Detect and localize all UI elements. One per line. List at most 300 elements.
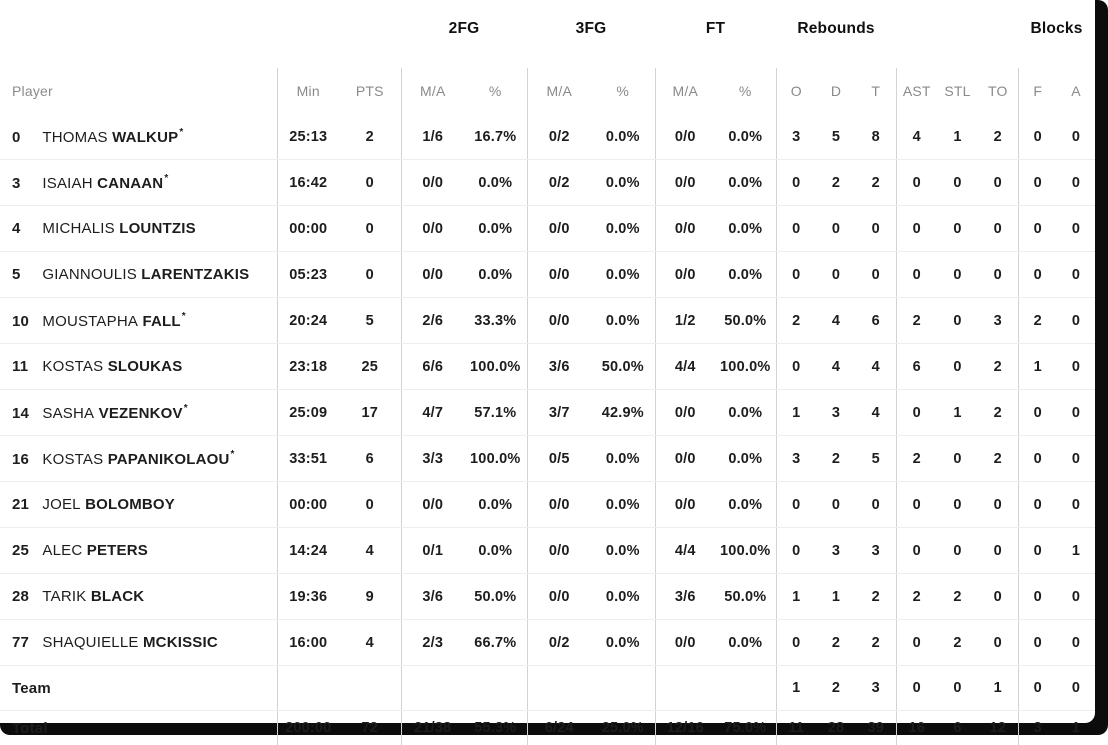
player-name-cell	[0, 620, 277, 666]
reb-d-cell: 5	[816, 114, 856, 160]
player-first-name: ISAIAH	[42, 175, 92, 192]
starter-star: *	[182, 311, 186, 322]
reb-t-cell: 2	[856, 160, 896, 206]
column-header-to: TO	[978, 68, 1018, 114]
player-row	[0, 390, 1095, 436]
player-row	[0, 528, 1095, 574]
team-blk-f-cell: 0	[1018, 666, 1057, 711]
2fg-ma-cell: 0/0	[401, 482, 464, 528]
column-header-3fg-pct: %	[591, 68, 655, 114]
ast-cell: 4	[896, 114, 937, 160]
jersey-number: 16	[12, 451, 38, 468]
ft-pct-cell: 100.0%	[715, 344, 776, 390]
ft-pct-cell: 50.0%	[715, 298, 776, 344]
ast-cell: 0	[896, 160, 937, 206]
reb-d-cell: 4	[816, 344, 856, 390]
player-first-name: KOSTAS	[42, 451, 103, 468]
ast-cell: 2	[896, 574, 937, 620]
team-to-cell: 1	[978, 666, 1018, 711]
total-pts-cell: 72	[339, 711, 401, 745]
group-header-2fg: 2FG	[401, 0, 527, 68]
3fg-ma-cell: 0/2	[527, 114, 591, 160]
group-header-row	[0, 0, 1095, 68]
column-header-pts: PTS	[339, 68, 401, 114]
min-cell: 00:00	[277, 206, 339, 252]
group-header-3fg: 3FG	[527, 0, 655, 68]
stl-cell: 0	[937, 344, 978, 390]
player-row	[0, 160, 1095, 206]
player-last-name: FALL	[142, 313, 180, 330]
stl-cell: 2	[937, 620, 978, 666]
blk-a-cell: 0	[1057, 390, 1095, 436]
column-header-reb-d: D	[816, 68, 856, 114]
jersey-number: 77	[12, 634, 38, 651]
reb-o-cell: 3	[776, 114, 816, 160]
team-reb-d-cell: 2	[816, 666, 856, 711]
stl-cell: 1	[937, 390, 978, 436]
ast-cell: 0	[896, 390, 937, 436]
player-first-name: MOUSTAPHA	[42, 313, 138, 330]
column-header-reb-o: O	[776, 68, 816, 114]
jersey-number: 5	[12, 266, 38, 283]
player-row	[0, 252, 1095, 298]
player-rows	[0, 114, 1095, 666]
total-reb-d-cell: 28	[816, 711, 856, 745]
reb-o-cell: 0	[776, 528, 816, 574]
blk-a-cell: 0	[1057, 574, 1095, 620]
2fg-pct-cell: 0.0%	[464, 160, 527, 206]
ft-pct-cell: 50.0%	[715, 574, 776, 620]
3fg-ma-cell: 0/0	[527, 528, 591, 574]
reb-o-cell: 0	[776, 252, 816, 298]
team-ft-ma-cell	[655, 666, 715, 711]
reb-o-cell: 0	[776, 160, 816, 206]
team-reb-t-cell: 3	[856, 666, 896, 711]
ft-pct-cell: 0.0%	[715, 114, 776, 160]
team-pts-cell	[339, 666, 401, 711]
3fg-ma-cell: 0/0	[527, 298, 591, 344]
reb-o-cell: 3	[776, 436, 816, 482]
to-cell: 0	[978, 160, 1018, 206]
reb-o-cell: 2	[776, 298, 816, 344]
2fg-pct-cell: 66.7%	[464, 620, 527, 666]
player-row	[0, 436, 1095, 482]
reb-d-cell: 3	[816, 390, 856, 436]
player-last-name: CANAAN	[97, 175, 163, 192]
column-header-player: Player	[0, 68, 277, 114]
3fg-pct-cell: 0.0%	[591, 482, 655, 528]
pts-cell: 0	[339, 206, 401, 252]
min-cell: 16:42	[277, 160, 339, 206]
team-2fg-pct-cell	[464, 666, 527, 711]
blk-a-cell: 0	[1057, 252, 1095, 298]
reb-o-cell: 1	[776, 574, 816, 620]
total-3fg-pct-cell: 25.0%	[591, 711, 655, 745]
3fg-pct-cell: 0.0%	[591, 528, 655, 574]
2fg-ma-cell: 2/6	[401, 298, 464, 344]
player-name-cell	[0, 528, 277, 574]
total-blk-f-cell: 3	[1018, 711, 1057, 745]
reb-t-cell: 2	[856, 620, 896, 666]
player-first-name: SHAQUIELLE	[42, 634, 138, 651]
player-row	[0, 344, 1095, 390]
total-blk-a-cell: 1	[1057, 711, 1095, 745]
jersey-number: 25	[12, 542, 38, 559]
blk-a-cell: 0	[1057, 482, 1095, 528]
player-name-cell	[0, 390, 277, 436]
player-name-cell	[0, 344, 277, 390]
player-last-name: LOUNTZIS	[119, 220, 196, 237]
total-2fg-pct-cell: 55.3%	[464, 711, 527, 745]
column-header-2fg-pct: %	[464, 68, 527, 114]
ft-ma-cell: 0/0	[655, 252, 715, 298]
jersey-number: 10	[12, 313, 38, 330]
reb-d-cell: 3	[816, 528, 856, 574]
blk-f-cell: 0	[1018, 482, 1057, 528]
pts-cell: 2	[339, 114, 401, 160]
player-first-name: ALEC	[42, 542, 82, 559]
min-cell: 25:09	[277, 390, 339, 436]
total-2fg-ma-cell: 21/38	[401, 711, 464, 745]
ft-ma-cell: 0/0	[655, 206, 715, 252]
blk-f-cell: 0	[1018, 252, 1057, 298]
reb-d-cell: 0	[816, 252, 856, 298]
jersey-number: 3	[12, 175, 38, 192]
2fg-ma-cell: 6/6	[401, 344, 464, 390]
3fg-pct-cell: 0.0%	[591, 206, 655, 252]
player-row	[0, 574, 1095, 620]
3fg-ma-cell: 3/7	[527, 390, 591, 436]
player-first-name: THOMAS	[42, 129, 107, 146]
total-stl-cell: 6	[937, 711, 978, 745]
2fg-pct-cell: 16.7%	[464, 114, 527, 160]
3fg-pct-cell: 0.0%	[591, 160, 655, 206]
reb-o-cell: 0	[776, 344, 816, 390]
player-row	[0, 298, 1095, 344]
column-header-blk-f: F	[1018, 68, 1057, 114]
column-header-ft-pct: %	[715, 68, 776, 114]
min-cell: 16:00	[277, 620, 339, 666]
pts-cell: 17	[339, 390, 401, 436]
blk-a-cell: 1	[1057, 528, 1095, 574]
team-ft-pct-cell	[715, 666, 776, 711]
ft-pct-cell: 0.0%	[715, 252, 776, 298]
reb-o-cell: 0	[776, 206, 816, 252]
stl-cell: 2	[937, 574, 978, 620]
stl-cell: 0	[937, 298, 978, 344]
player-row	[0, 482, 1095, 528]
team-3fg-ma-cell	[527, 666, 591, 711]
2fg-ma-cell: 1/6	[401, 114, 464, 160]
column-header-row	[0, 68, 1095, 114]
player-last-name: LARENTZAKIS	[141, 266, 249, 283]
ft-ma-cell: 0/0	[655, 620, 715, 666]
ft-ma-cell: 4/4	[655, 528, 715, 574]
total-reb-t-cell: 39	[856, 711, 896, 745]
blk-a-cell: 0	[1057, 114, 1095, 160]
ft-pct-cell: 0.0%	[715, 436, 776, 482]
player-last-name: SLOUKAS	[108, 358, 183, 375]
3fg-ma-cell: 0/2	[527, 620, 591, 666]
player-row	[0, 206, 1095, 252]
starter-star: *	[164, 173, 168, 184]
reb-t-cell: 6	[856, 298, 896, 344]
player-last-name: BLACK	[91, 588, 145, 605]
pts-cell: 0	[339, 160, 401, 206]
2fg-ma-cell: 4/7	[401, 390, 464, 436]
2fg-pct-cell: 0.0%	[464, 252, 527, 298]
reb-t-cell: 0	[856, 206, 896, 252]
to-cell: 2	[978, 436, 1018, 482]
min-cell: 33:51	[277, 436, 339, 482]
total-min-cell: 200:00	[277, 711, 339, 745]
3fg-pct-cell: 0.0%	[591, 252, 655, 298]
min-cell: 00:00	[277, 482, 339, 528]
2fg-pct-cell: 50.0%	[464, 574, 527, 620]
reb-d-cell: 0	[816, 482, 856, 528]
reb-d-cell: 0	[816, 206, 856, 252]
stl-cell: 0	[937, 206, 978, 252]
3fg-pct-cell: 42.9%	[591, 390, 655, 436]
blk-f-cell: 0	[1018, 528, 1057, 574]
total-3fg-ma-cell: 6/24	[527, 711, 591, 745]
reb-t-cell: 3	[856, 528, 896, 574]
reb-d-cell: 2	[816, 160, 856, 206]
ast-cell: 0	[896, 528, 937, 574]
player-name-cell	[0, 482, 277, 528]
reb-d-cell: 4	[816, 298, 856, 344]
to-cell: 0	[978, 528, 1018, 574]
3fg-pct-cell: 0.0%	[591, 436, 655, 482]
blk-f-cell: 0	[1018, 436, 1057, 482]
team-blk-a-cell: 0	[1057, 666, 1095, 711]
team-row-label: Team	[12, 680, 51, 697]
stl-cell: 1	[937, 114, 978, 160]
reb-d-cell: 1	[816, 574, 856, 620]
ft-ma-cell: 4/4	[655, 344, 715, 390]
column-header-ft-ma: M/A	[655, 68, 715, 114]
2fg-pct-cell: 100.0%	[464, 344, 527, 390]
blk-f-cell: 1	[1018, 344, 1057, 390]
reb-t-cell: 8	[856, 114, 896, 160]
team-reb-o-cell: 1	[776, 666, 816, 711]
2fg-ma-cell: 3/6	[401, 574, 464, 620]
to-cell: 0	[978, 482, 1018, 528]
pts-cell: 5	[339, 298, 401, 344]
pts-cell: 6	[339, 436, 401, 482]
ft-ma-cell: 1/2	[655, 298, 715, 344]
ft-pct-cell: 0.0%	[715, 620, 776, 666]
column-header-2fg-ma: M/A	[401, 68, 464, 114]
blk-a-cell: 0	[1057, 436, 1095, 482]
3fg-pct-cell: 0.0%	[591, 574, 655, 620]
pts-cell: 4	[339, 528, 401, 574]
jersey-number: 21	[12, 496, 38, 513]
player-first-name: TARIK	[42, 588, 86, 605]
2fg-ma-cell: 2/3	[401, 620, 464, 666]
blk-f-cell: 0	[1018, 114, 1057, 160]
ast-cell: 6	[896, 344, 937, 390]
min-cell: 19:36	[277, 574, 339, 620]
pts-cell: 0	[339, 252, 401, 298]
total-ast-cell: 16	[896, 711, 937, 745]
team-2fg-ma-cell	[401, 666, 464, 711]
jersey-number: 11	[12, 358, 38, 375]
blk-a-cell: 0	[1057, 206, 1095, 252]
player-row	[0, 114, 1095, 160]
blk-f-cell: 0	[1018, 620, 1057, 666]
blk-f-cell: 0	[1018, 390, 1057, 436]
ft-ma-cell: 0/0	[655, 160, 715, 206]
3fg-ma-cell: 0/0	[527, 574, 591, 620]
to-cell: 0	[978, 206, 1018, 252]
3fg-ma-cell: 0/2	[527, 160, 591, 206]
blk-f-cell: 0	[1018, 206, 1057, 252]
column-header-min: Min	[277, 68, 339, 114]
total-ft-ma-cell: 12/16	[655, 711, 715, 745]
ft-ma-cell: 3/6	[655, 574, 715, 620]
total-to-cell: 12	[978, 711, 1018, 745]
jersey-number: 4	[12, 220, 38, 237]
to-cell: 0	[978, 252, 1018, 298]
3fg-ma-cell: 0/0	[527, 252, 591, 298]
pts-cell: 4	[339, 620, 401, 666]
2fg-ma-cell: 0/1	[401, 528, 464, 574]
summary-rows	[0, 666, 1095, 745]
player-last-name: BOLOMBOY	[85, 496, 175, 513]
stl-cell: 0	[937, 528, 978, 574]
column-header-ast: AST	[896, 68, 937, 114]
group-header-blocks: Blocks	[1018, 0, 1095, 68]
pts-cell: 25	[339, 344, 401, 390]
player-first-name: JOEL	[42, 496, 80, 513]
ast-cell: 0	[896, 482, 937, 528]
blk-a-cell: 0	[1057, 298, 1095, 344]
team-row-label-cell	[0, 666, 277, 711]
to-cell: 2	[978, 344, 1018, 390]
reb-d-cell: 2	[816, 620, 856, 666]
jersey-number: 0	[12, 129, 38, 146]
group-header-rebounds: Rebounds	[776, 0, 896, 68]
starter-star: *	[231, 449, 235, 460]
player-name-cell	[0, 206, 277, 252]
reb-t-cell: 0	[856, 252, 896, 298]
min-cell: 23:18	[277, 344, 339, 390]
stl-cell: 0	[937, 436, 978, 482]
starter-star: *	[184, 403, 188, 414]
to-cell: 2	[978, 390, 1018, 436]
to-cell: 0	[978, 574, 1018, 620]
to-cell: 0	[978, 620, 1018, 666]
ast-cell: 0	[896, 252, 937, 298]
2fg-pct-cell: 0.0%	[464, 482, 527, 528]
player-first-name: SASHA	[42, 405, 94, 422]
stl-cell: 0	[937, 482, 978, 528]
ast-cell: 2	[896, 436, 937, 482]
group-header-spacer	[896, 0, 1018, 68]
blk-a-cell: 0	[1057, 344, 1095, 390]
3fg-ma-cell: 3/6	[527, 344, 591, 390]
3fg-pct-cell: 0.0%	[591, 114, 655, 160]
3fg-pct-cell: 0.0%	[591, 620, 655, 666]
player-last-name: WALKUP	[112, 129, 178, 146]
group-header-ft: FT	[655, 0, 776, 68]
ft-pct-cell: 0.0%	[715, 206, 776, 252]
player-name-cell	[0, 574, 277, 620]
player-name-cell	[0, 436, 277, 482]
total-row-label: Total	[12, 720, 48, 737]
player-last-name: MCKISSIC	[143, 634, 218, 651]
reb-o-cell: 0	[776, 620, 816, 666]
2fg-pct-cell: 0.0%	[464, 206, 527, 252]
ft-pct-cell: 0.0%	[715, 160, 776, 206]
ft-pct-cell: 0.0%	[715, 482, 776, 528]
3fg-pct-cell: 50.0%	[591, 344, 655, 390]
blk-a-cell: 0	[1057, 620, 1095, 666]
team-3fg-pct-cell	[591, 666, 655, 711]
reb-d-cell: 2	[816, 436, 856, 482]
reb-t-cell: 4	[856, 390, 896, 436]
team-min-cell	[277, 666, 339, 711]
3fg-ma-cell: 0/0	[527, 482, 591, 528]
player-first-name: GIANNOULIS	[42, 266, 137, 283]
2fg-ma-cell: 0/0	[401, 252, 464, 298]
to-cell: 2	[978, 114, 1018, 160]
group-header-spacer	[0, 0, 401, 68]
blk-a-cell: 0	[1057, 160, 1095, 206]
ft-ma-cell: 0/0	[655, 114, 715, 160]
min-cell: 25:13	[277, 114, 339, 160]
blk-f-cell: 2	[1018, 298, 1057, 344]
ft-ma-cell: 0/0	[655, 390, 715, 436]
2fg-ma-cell: 3/3	[401, 436, 464, 482]
player-row	[0, 620, 1095, 666]
player-first-name: MICHALIS	[42, 220, 114, 237]
player-name-cell	[0, 114, 277, 160]
2fg-pct-cell: 0.0%	[464, 528, 527, 574]
ast-cell: 0	[896, 620, 937, 666]
jersey-number: 28	[12, 588, 38, 605]
player-name-cell	[0, 252, 277, 298]
reb-t-cell: 2	[856, 574, 896, 620]
ast-cell: 0	[896, 206, 937, 252]
table-header	[0, 0, 1095, 114]
3fg-pct-cell: 0.0%	[591, 298, 655, 344]
reb-o-cell: 1	[776, 390, 816, 436]
2fg-pct-cell: 33.3%	[464, 298, 527, 344]
pts-cell: 0	[339, 482, 401, 528]
reb-o-cell: 0	[776, 482, 816, 528]
starter-star: *	[179, 127, 183, 138]
total-reb-o-cell: 11	[776, 711, 816, 745]
player-name-cell	[0, 160, 277, 206]
player-name-cell	[0, 298, 277, 344]
blk-f-cell: 0	[1018, 574, 1057, 620]
column-header-blk-a: A	[1057, 68, 1095, 114]
2fg-ma-cell: 0/0	[401, 160, 464, 206]
ft-ma-cell: 0/0	[655, 482, 715, 528]
reb-t-cell: 5	[856, 436, 896, 482]
jersey-number: 14	[12, 405, 38, 422]
stl-cell: 0	[937, 252, 978, 298]
column-header-3fg-ma: M/A	[527, 68, 591, 114]
2fg-ma-cell: 0/0	[401, 206, 464, 252]
team-stl-cell: 0	[937, 666, 978, 711]
ft-ma-cell: 0/0	[655, 436, 715, 482]
total-row	[0, 711, 1095, 745]
ft-pct-cell: 0.0%	[715, 390, 776, 436]
column-header-stl: STL	[937, 68, 978, 114]
